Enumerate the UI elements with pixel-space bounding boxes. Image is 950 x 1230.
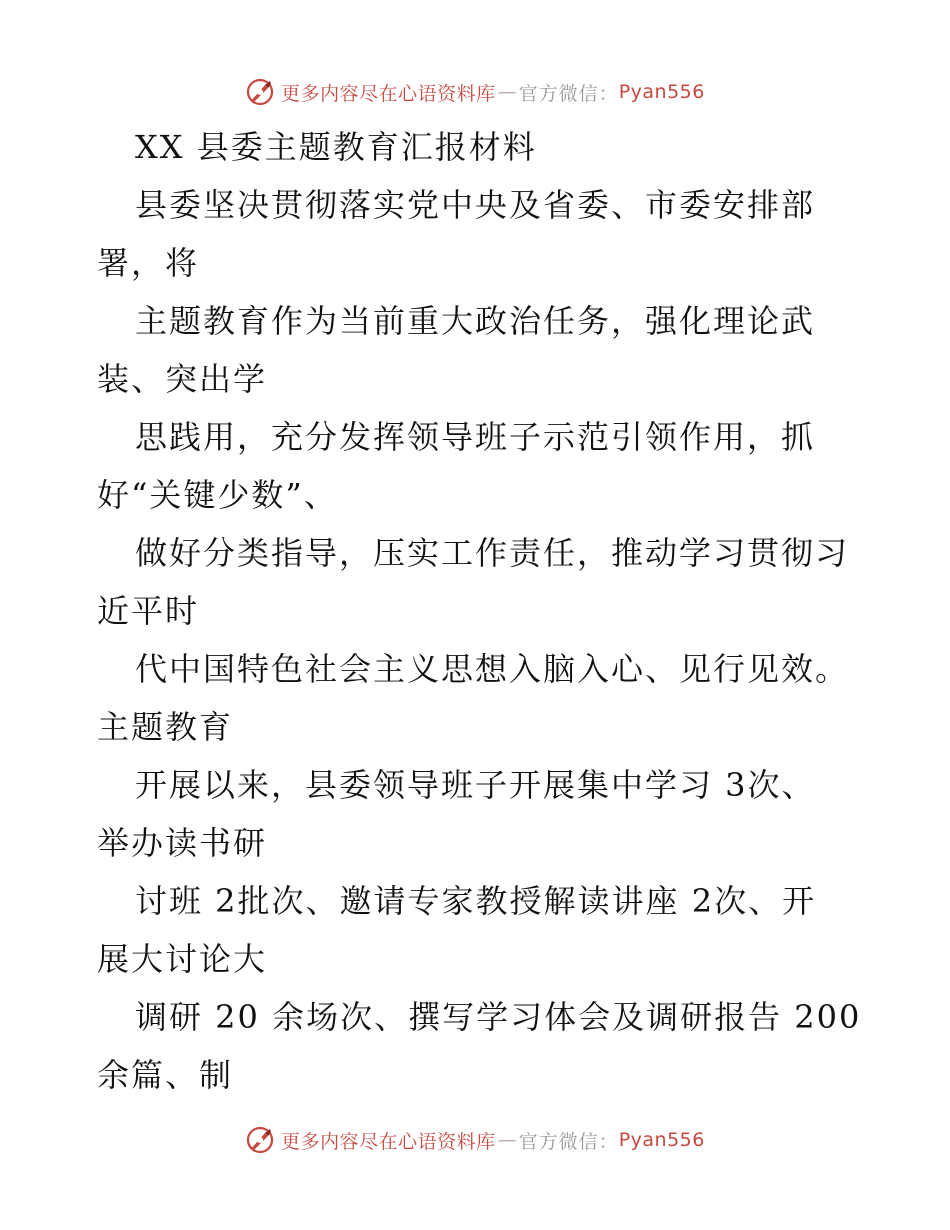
text-line: 思践用，充分发挥领导班子示范引领作用，抓	[135, 418, 816, 456]
banner-wechat-label: 官方微信：	[518, 82, 619, 105]
banner-text: 更多内容尽在心语资料库	[281, 82, 496, 105]
footer-banner	[0, 1118, 950, 1162]
document-title: XX 县委主题教育汇报材料	[135, 128, 537, 166]
banner-text: 更多内容尽在心语资料库	[281, 1130, 496, 1153]
text-line: 余篇、制	[97, 1056, 234, 1094]
text-line: 讨班 2批次、邀请专家教授解读讲座 2次、开	[135, 882, 817, 920]
text-line: 开展以来，县委领导班子开展集中学习 3次、	[135, 766, 816, 804]
banner-separator: —	[497, 81, 517, 103]
text-line: 做好分类指导，压实工作责任，推动学习贯彻习	[135, 534, 850, 572]
document-body	[97, 118, 867, 1104]
text-line: 署，将	[97, 244, 200, 282]
text-line: 调研 20 余场次、撰写学习体会及调研报告 200	[135, 998, 862, 1036]
red-quill-circle-icon	[245, 77, 275, 107]
text-line: 主题教育	[97, 708, 234, 746]
red-quill-circle-icon	[245, 1125, 275, 1155]
banner-wechat-id: Pyan556	[618, 1129, 705, 1151]
text-line: 近平时	[97, 592, 200, 630]
banner-wechat-label: 官方微信：	[518, 1130, 619, 1153]
text-line: 主题教育作为当前重大政治任务，强化理论武	[135, 302, 816, 340]
text-line: 代中国特色社会主义思想入脑入心、见行见效。	[135, 650, 850, 688]
text-line: 县委坚决贯彻落实党中央及省委、市委安排部	[135, 186, 816, 224]
banner-wechat-id: Pyan556	[618, 81, 705, 103]
header-banner	[0, 70, 950, 114]
text-line: 装、突出学	[97, 360, 268, 398]
text-line: 展大讨论大	[97, 940, 268, 978]
text-line: 举办读书研	[97, 824, 268, 862]
text-line: 好“关键少数”、	[97, 476, 338, 514]
banner-separator: —	[497, 1129, 517, 1151]
